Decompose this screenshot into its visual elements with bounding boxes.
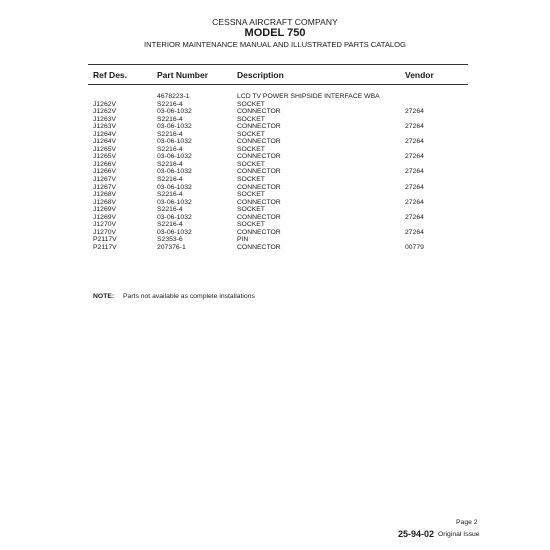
table-header-rule <box>88 84 468 85</box>
cell-vendor: 27264 <box>405 168 424 176</box>
table-row <box>0 168 550 176</box>
table-top-rule <box>88 64 468 65</box>
cell-part-number: 03-06-1032 <box>157 108 192 116</box>
cell-part-number: 03-06-1032 <box>157 198 192 206</box>
cell-part-number: S2216-4 <box>157 115 183 123</box>
cell-description: CONNECTOR <box>237 168 281 176</box>
cell-description: CONNECTOR <box>237 108 281 116</box>
table-row <box>0 116 550 124</box>
cell-description: CONNECTOR <box>237 123 281 131</box>
cell-ref-des: P2117V <box>93 236 117 244</box>
cell-vendor: 27264 <box>405 213 424 221</box>
page-number: Page 2 <box>456 519 478 526</box>
document-number: 25-94-02 <box>398 529 435 539</box>
cell-description: SOCKET <box>237 100 265 108</box>
cell-ref-des: J1262V <box>93 108 117 116</box>
cell-description: SOCKET <box>237 115 265 123</box>
cell-description: CONNECTOR <box>237 198 281 206</box>
column-header-vendor: Vendor <box>405 70 434 80</box>
manual-subtitle: INTERIOR MAINTENANCE MANUAL AND ILLUSTRATED PARTS CATALOG <box>144 40 406 49</box>
table-row <box>0 214 550 222</box>
cell-description: CONNECTOR <box>237 228 281 236</box>
cell-ref-des: J1268V <box>93 191 117 199</box>
cell-part-number: 03-06-1032 <box>157 123 192 131</box>
note-label: NOTE: <box>93 293 115 300</box>
model-title: MODEL 750 <box>244 27 306 39</box>
company-name: CESSNA AIRCRAFT COMPANY <box>212 17 338 27</box>
note-text: Parts not available as complete installations <box>123 293 255 300</box>
cell-ref-des: J1264V <box>93 138 117 146</box>
cell-ref-des: J1269V <box>93 206 117 214</box>
cell-description: CONNECTOR <box>237 153 281 161</box>
table-row <box>0 146 550 154</box>
table-row <box>0 101 550 109</box>
table-row <box>0 93 550 101</box>
column-header-part-number: Part Number <box>157 70 209 80</box>
cell-part-number: S2216-4 <box>157 191 183 199</box>
cell-ref-des: J1263V <box>93 123 117 131</box>
cell-description: SOCKET <box>237 145 265 153</box>
table-row <box>0 176 550 184</box>
table-row <box>0 221 550 229</box>
cell-part-number: S2216-4 <box>157 130 183 138</box>
table-row <box>0 138 550 146</box>
cell-part-number: S2216-4 <box>157 160 183 168</box>
cell-ref-des: J1265V <box>93 145 117 153</box>
column-header-ref-des: Ref Des. <box>93 70 128 80</box>
table-row <box>0 236 550 244</box>
issue-status: Original Issue <box>438 531 480 538</box>
cell-description: CONNECTOR <box>237 138 281 146</box>
table-row <box>0 161 550 169</box>
cell-description: PIN <box>237 236 249 244</box>
table-row <box>0 206 550 214</box>
cell-part-number: S2216-4 <box>157 221 183 229</box>
cell-part-number: S2216-4 <box>157 206 183 214</box>
cell-description: SOCKET <box>237 191 265 199</box>
cell-description: SOCKET <box>237 130 265 138</box>
cell-part-number: S2216-4 <box>157 145 183 153</box>
cell-description: LCD TV POWER SHIPSIDE INTERFACE WBA <box>237 93 380 100</box>
cell-description: SOCKET <box>237 176 265 184</box>
cell-ref-des: J1263V <box>93 115 117 123</box>
cell-vendor: 27264 <box>405 183 424 191</box>
table-row <box>0 191 550 199</box>
cell-part-number: S2216-4 <box>157 176 183 184</box>
table-row <box>0 131 550 139</box>
cell-vendor: 27264 <box>405 108 424 116</box>
table-row <box>0 229 550 237</box>
cell-ref-des: J1270V <box>93 228 117 236</box>
cell-vendor: 00779 <box>405 243 424 251</box>
cell-description: SOCKET <box>237 206 265 214</box>
cell-ref-des: J1268V <box>93 198 117 206</box>
table-row <box>0 108 550 116</box>
cell-description: CONNECTOR <box>237 243 281 251</box>
table-row <box>0 123 550 131</box>
cell-ref-des: J1262V <box>93 100 117 108</box>
cell-vendor: 27264 <box>405 153 424 161</box>
parts-table-body <box>0 93 550 251</box>
cell-part-number: 03-06-1032 <box>157 183 192 191</box>
cell-part-number: 207376-1 <box>157 243 186 251</box>
cell-part-number: S2353-6 <box>157 236 183 244</box>
cell-part-number: 4678223-1 <box>157 93 190 100</box>
table-row <box>0 244 550 252</box>
cell-ref-des: J1269V <box>93 213 117 221</box>
table-row <box>0 153 550 161</box>
cell-vendor: 27264 <box>405 228 424 236</box>
cell-ref-des: P2117V <box>93 243 117 251</box>
cell-description: CONNECTOR <box>237 183 281 191</box>
cell-ref-des: J1266V <box>93 160 117 168</box>
cell-part-number: S2216-4 <box>157 100 183 108</box>
cell-ref-des: J1267V <box>93 183 117 191</box>
cell-part-number: 03-06-1032 <box>157 168 192 176</box>
cell-description: SOCKET <box>237 221 265 229</box>
cell-vendor: 27264 <box>405 123 424 131</box>
cell-ref-des: J1267V <box>93 176 117 184</box>
cell-ref-des: J1270V <box>93 221 117 229</box>
cell-vendor: 27264 <box>405 198 424 206</box>
cell-part-number: 03-06-1032 <box>157 228 192 236</box>
column-header-description: Description <box>237 70 284 80</box>
cell-part-number: 03-06-1032 <box>157 153 192 161</box>
table-row <box>0 184 550 192</box>
cell-part-number: 03-06-1032 <box>157 138 192 146</box>
cell-vendor: 27264 <box>405 138 424 146</box>
cell-description: CONNECTOR <box>237 213 281 221</box>
cell-ref-des: J1265V <box>93 153 117 161</box>
cell-part-number: 03-06-1032 <box>157 213 192 221</box>
cell-description: SOCKET <box>237 160 265 168</box>
cell-ref-des: J1264V <box>93 130 117 138</box>
table-row <box>0 199 550 207</box>
cell-ref-des: J1266V <box>93 168 117 176</box>
